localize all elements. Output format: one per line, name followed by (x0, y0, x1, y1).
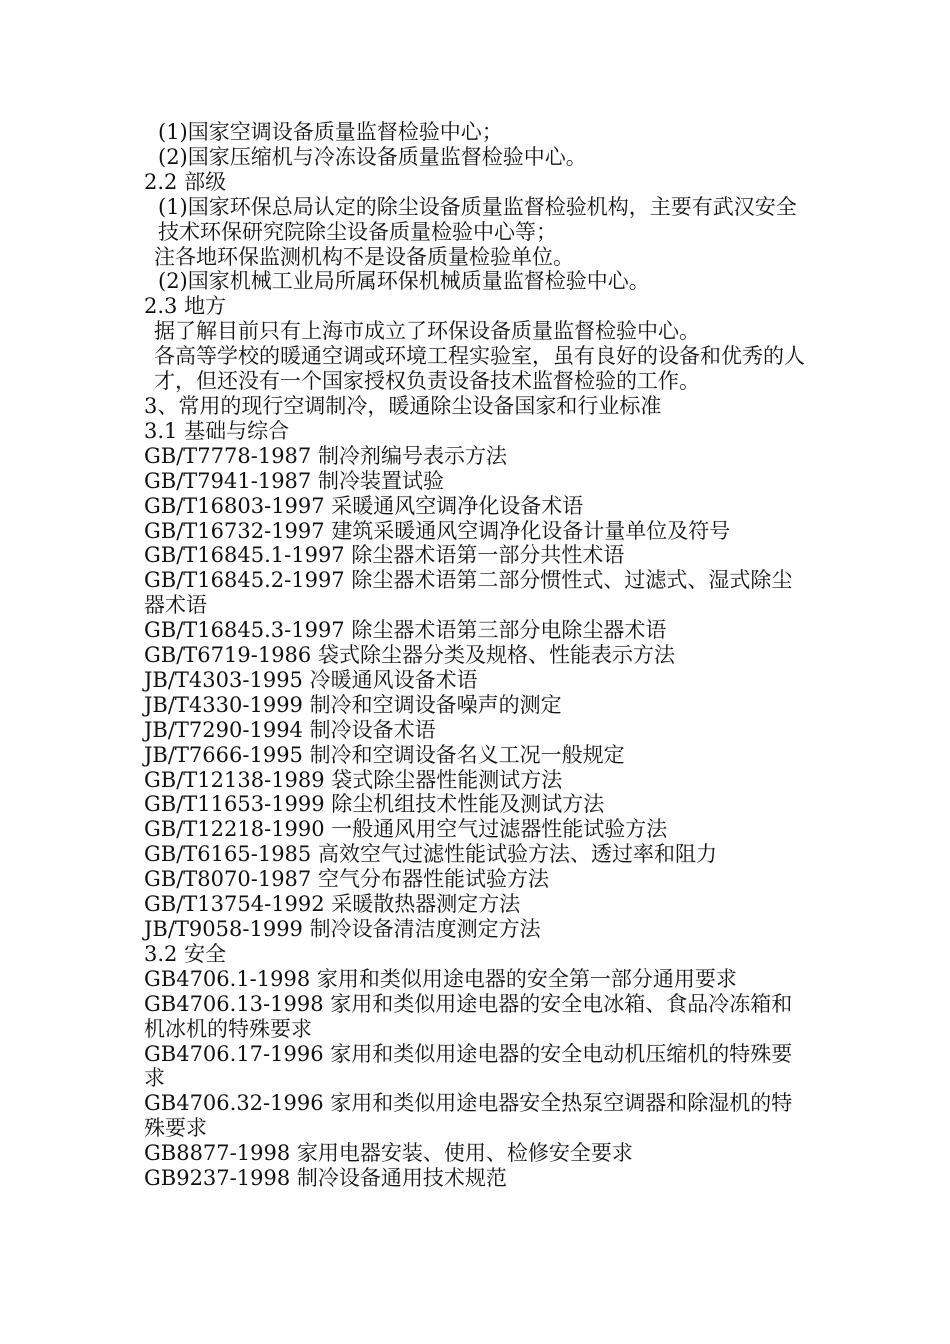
text-line: 注各地环保监测机构不是设备质量检验单位。 (154, 244, 574, 269)
text-line: GB/T6719-1986 袋式除尘器分类及规格、性能表示方法 (144, 643, 675, 668)
text-line: 3.2 安全 (144, 941, 227, 966)
text-line: GB4706.17-1996 家用和类似用途电器的安全电动机压缩机的特殊要求 (144, 1041, 793, 1091)
text-line: (2)国家机械工业局所属环保机械质量监督检验中心。 (158, 269, 650, 294)
text-line: GB4706.32-1996 家用和类似用途电器安全热泵空调器和除湿机的特殊要求 (144, 1091, 793, 1141)
text-line: GB/T8070-1987 空气分布器性能试验方法 (144, 867, 549, 892)
text-line: 3.1 基础与综合 (144, 418, 290, 443)
text-line: JB/T9058-1999 制冷设备清洁度测定方法 (144, 917, 541, 941)
text-line: GB/T16732-1997 建筑采暖通风空调净化设备计量单位及符号 (144, 518, 731, 543)
text-line: 2.3 地方 (144, 294, 227, 319)
text-line: GB8877-1998 家用电器安装、使用、检修安全要求 (144, 1141, 633, 1166)
document-body (144, 120, 810, 1191)
text-line: GB/T7778-1987 制冷剂编号表示方法 (144, 443, 507, 468)
text-line: GB9237-1998 制冷设备通用技术规范 (144, 1166, 507, 1191)
text-line: GB/T16803-1997 采暖通风空调净化设备术语 (144, 493, 584, 518)
text-line: GB/T16845.1-1997 除尘器术语第一部分共性术语 (144, 543, 625, 568)
text-line: GB4706.1-1998 家用和类似用途电器的安全第一部分通用要求 (144, 966, 737, 991)
text-line: GB/T16845.3-1997 除尘器术语第三部分电除尘器术语 (144, 618, 667, 643)
text-line: (1)国家环保总局认定的除尘设备质量监督检验机构，主要有武汉安全技术环保研究院除尘设备质量检验中心等； (158, 194, 797, 244)
text-line: 据了解目前只有上海市成立了环保设备质量监督检验中心。 (154, 319, 700, 344)
text-line: GB/T12138-1989 袋式除尘器性能测试方法 (144, 767, 563, 792)
text-line: JB/T4330-1999 制冷和空调设备噪声的测定 (144, 692, 562, 717)
text-line: GB/T7941-1987 制冷装置试验 (144, 468, 444, 493)
text-line: GB4706.13-1998 家用和类似用途电器的安全电冰箱、食品冷冻箱和机冰机的特殊要求 (144, 991, 793, 1041)
text-line: (1)国家空调设备质量监督检验中心； (158, 120, 503, 144)
text-line: 各高等学校的暖通空调或环境工程实验室，虽有良好的设备和优秀的人才，但还没有一个国家授权负责设备技术监督检验的工作。 (154, 344, 805, 394)
text-line: GB/T11653-1999 除尘机组技术性能及测试方法 (144, 792, 605, 817)
text-line: GB/T6165-1985 高效空气过滤性能试验方法、透过率和阻力 (144, 842, 717, 867)
text-line: 3、常用的现行空调制冷，暖通除尘设备国家和行业标准 (144, 393, 662, 418)
text-line: GB/T13754-1992 采暖散热器测定方法 (144, 892, 521, 917)
text-line: GB/T16845.2-1997 除尘器术语第二部分惯性式、过滤式、湿式除尘器术语 (144, 568, 793, 618)
text-line: (2)国家压缩机与冷冻设备质量监督检验中心。 (158, 144, 587, 169)
text-line: 2.2 部级 (144, 169, 227, 194)
text-line: GB/T12218-1990 一般通风用空气过滤器性能试验方法 (144, 817, 668, 842)
text-line: JB/T4303-1995 冷暖通风设备术语 (144, 667, 478, 692)
text-line: JB/T7290-1994 制冷设备术语 (144, 717, 436, 742)
text-line: JB/T7666-1995 制冷和空调设备名义工况一般规定 (144, 742, 625, 767)
